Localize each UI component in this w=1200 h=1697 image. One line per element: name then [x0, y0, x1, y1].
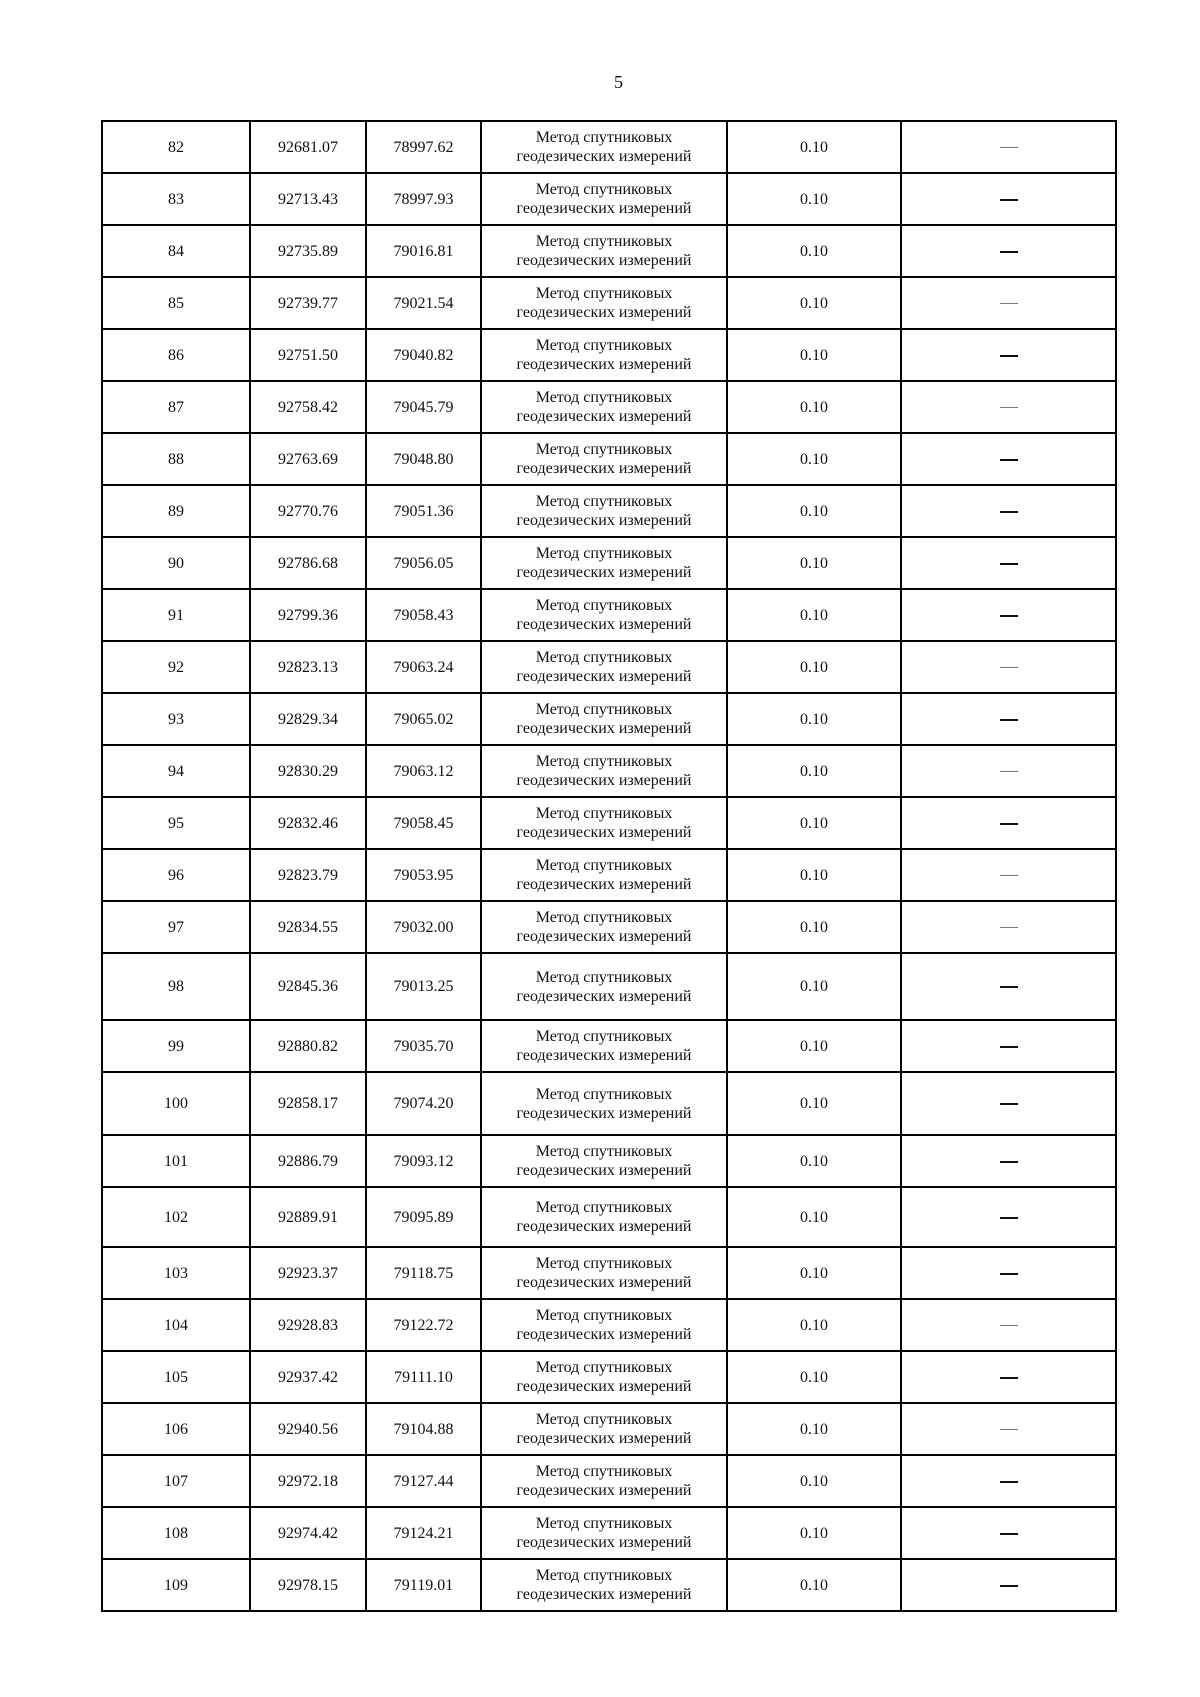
- accuracy-cell: 0.10: [727, 797, 901, 849]
- method-cell: [481, 1135, 727, 1187]
- point-number-cell: 105: [102, 1351, 250, 1403]
- point-number-cell: 101: [102, 1135, 250, 1187]
- table-row: [102, 1299, 1116, 1351]
- dash-mark: [1000, 667, 1018, 668]
- method-cell: [481, 225, 727, 277]
- method-line-2: геодезических измерений: [516, 1586, 692, 1603]
- x-coordinate-cell: 92886.79: [250, 1135, 366, 1187]
- x-coordinate-cell: 92880.82: [250, 1020, 366, 1072]
- description-cell: [901, 277, 1116, 329]
- table-row: [102, 1455, 1116, 1507]
- description-cell: [901, 173, 1116, 225]
- accuracy-cell: 0.10: [727, 745, 901, 797]
- method-line-2: геодезических измерений: [516, 1534, 692, 1551]
- y-coordinate-cell: 79040.82: [366, 329, 481, 381]
- x-coordinate-cell: 92681.07: [250, 121, 366, 173]
- dash-mark: [1000, 1585, 1018, 1587]
- description-cell: [901, 1299, 1116, 1351]
- method-line-2: геодезических измерений: [516, 876, 692, 893]
- y-coordinate-cell: 79122.72: [366, 1299, 481, 1351]
- x-coordinate-cell: 92928.83: [250, 1299, 366, 1351]
- point-number-cell: 87: [102, 381, 250, 433]
- description-cell: [901, 589, 1116, 641]
- description-cell: [901, 849, 1116, 901]
- accuracy-cell: 0.10: [727, 121, 901, 173]
- dash-mark: [1000, 1533, 1018, 1535]
- y-coordinate-cell: 79048.80: [366, 433, 481, 485]
- accuracy-cell: 0.10: [727, 433, 901, 485]
- method-line-2: геодезических измерений: [516, 252, 692, 269]
- method-line-2: геодезических измерений: [516, 1482, 692, 1499]
- x-coordinate-cell: 92763.69: [250, 433, 366, 485]
- method-line-1: Метод спутниковых: [535, 753, 673, 770]
- dash-mark: [1000, 511, 1018, 513]
- method-cell: [481, 121, 727, 173]
- x-coordinate-cell: 92940.56: [250, 1403, 366, 1455]
- method-line-2: геодезических измерений: [516, 1104, 692, 1122]
- y-coordinate-cell: 79104.88: [366, 1403, 481, 1455]
- method-line-1: Метод спутниковых: [535, 181, 673, 198]
- method-cell: [481, 277, 727, 329]
- method-line-1: Метод спутниковых: [535, 545, 673, 562]
- point-number-cell: 98: [102, 953, 250, 1020]
- description-cell: [901, 693, 1116, 745]
- point-number-cell: 104: [102, 1299, 250, 1351]
- point-number-cell: 91: [102, 589, 250, 641]
- accuracy-cell: 0.10: [727, 1135, 901, 1187]
- method-cell: [481, 485, 727, 537]
- dash-mark: [1000, 303, 1018, 304]
- method-line-1: Метод спутниковых: [535, 389, 673, 406]
- method-line-2: геодезических измерений: [516, 1218, 692, 1235]
- table-row: [102, 1187, 1116, 1247]
- method-cell: [481, 693, 727, 745]
- description-cell: [901, 121, 1116, 173]
- accuracy-cell: 0.10: [727, 225, 901, 277]
- y-coordinate-cell: 79119.01: [366, 1559, 481, 1611]
- point-number-cell: 108: [102, 1507, 250, 1559]
- method-line-1: Метод спутниковых: [535, 1199, 673, 1216]
- method-line-1: Метод спутниковых: [535, 649, 673, 666]
- method-cell: [481, 1403, 727, 1455]
- y-coordinate-cell: 79063.12: [366, 745, 481, 797]
- method-cell: [481, 745, 727, 797]
- dash-mark: [1000, 1046, 1018, 1048]
- method-cell: [481, 381, 727, 433]
- description-cell: [901, 745, 1116, 797]
- method-line-1: Метод спутниковых: [535, 857, 673, 874]
- description-cell: [901, 1403, 1116, 1455]
- method-line-1: Метод спутниковых: [535, 805, 673, 822]
- accuracy-cell: 0.10: [727, 381, 901, 433]
- accuracy-cell: 0.10: [727, 1247, 901, 1299]
- y-coordinate-cell: 79045.79: [366, 381, 481, 433]
- accuracy-cell: 0.10: [727, 485, 901, 537]
- accuracy-cell: 0.10: [727, 1187, 901, 1247]
- method-cell: [481, 1559, 727, 1611]
- method-line-1: Метод спутниковых: [535, 1359, 673, 1376]
- y-coordinate-cell: 79063.24: [366, 641, 481, 693]
- point-number-cell: 85: [102, 277, 250, 329]
- point-number-cell: 86: [102, 329, 250, 381]
- table-row: [102, 849, 1116, 901]
- dash-mark: [1000, 771, 1018, 772]
- table-row: [102, 485, 1116, 537]
- method-line-1: Метод спутниковых: [535, 441, 673, 458]
- y-coordinate-cell: 79053.95: [366, 849, 481, 901]
- dash-mark: [1000, 927, 1018, 928]
- table-row: [102, 1135, 1116, 1187]
- method-cell: [481, 797, 727, 849]
- description-cell: [901, 433, 1116, 485]
- method-cell: [481, 1187, 727, 1247]
- point-number-cell: 97: [102, 901, 250, 953]
- table-row: [102, 693, 1116, 745]
- dash-mark: [1000, 1273, 1018, 1275]
- x-coordinate-cell: 92735.89: [250, 225, 366, 277]
- x-coordinate-cell: 92889.91: [250, 1187, 366, 1247]
- x-coordinate-cell: 92799.36: [250, 589, 366, 641]
- method-line-1: Метод спутниковых: [535, 597, 673, 614]
- x-coordinate-cell: 92972.18: [250, 1455, 366, 1507]
- dash-mark: [1000, 1377, 1018, 1379]
- point-number-cell: 94: [102, 745, 250, 797]
- y-coordinate-cell: 79016.81: [366, 225, 481, 277]
- method-cell: [481, 1247, 727, 1299]
- accuracy-cell: 0.10: [727, 1403, 901, 1455]
- description-cell: [901, 1455, 1116, 1507]
- x-coordinate-cell: 92834.55: [250, 901, 366, 953]
- table-row: [102, 589, 1116, 641]
- point-number-cell: 90: [102, 537, 250, 589]
- description-cell: [901, 329, 1116, 381]
- method-line-1: Метод спутниковых: [535, 1143, 673, 1160]
- method-line-2: геодезических измерений: [516, 460, 692, 477]
- description-cell: [901, 537, 1116, 589]
- description-cell: [901, 225, 1116, 277]
- method-line-1: Метод спутниковых: [535, 968, 673, 986]
- table-row: [102, 173, 1116, 225]
- x-coordinate-cell: 92832.46: [250, 797, 366, 849]
- point-number-cell: 83: [102, 173, 250, 225]
- method-line-1: Метод спутниковых: [535, 1463, 673, 1480]
- x-coordinate-cell: 92758.42: [250, 381, 366, 433]
- description-cell: [901, 641, 1116, 693]
- point-number-cell: 96: [102, 849, 250, 901]
- point-number-cell: 84: [102, 225, 250, 277]
- method-cell: [481, 329, 727, 381]
- dash-mark: [1000, 1429, 1018, 1430]
- dash-mark: [1000, 147, 1018, 148]
- method-line-2: геодезических измерений: [516, 987, 692, 1005]
- method-line-1: Метод спутниковых: [535, 909, 673, 926]
- dash-mark: [1000, 823, 1018, 825]
- x-coordinate-cell: 92713.43: [250, 173, 366, 225]
- point-number-cell: 95: [102, 797, 250, 849]
- method-cell: [481, 1072, 727, 1135]
- y-coordinate-cell: 79074.20: [366, 1072, 481, 1135]
- y-coordinate-cell: 79058.45: [366, 797, 481, 849]
- method-line-2: геодезических измерений: [516, 668, 692, 685]
- y-coordinate-cell: 79021.54: [366, 277, 481, 329]
- method-line-2: геодезических измерений: [516, 512, 692, 529]
- x-coordinate-cell: 92845.36: [250, 953, 366, 1020]
- y-coordinate-cell: 79051.36: [366, 485, 481, 537]
- point-number-cell: 103: [102, 1247, 250, 1299]
- dash-mark: [1000, 199, 1018, 201]
- method-cell: [481, 1299, 727, 1351]
- point-number-cell: 107: [102, 1455, 250, 1507]
- method-cell: [481, 1020, 727, 1072]
- accuracy-cell: 0.10: [727, 849, 901, 901]
- x-coordinate-cell: 92858.17: [250, 1072, 366, 1135]
- coordinates-table: [101, 120, 1117, 1612]
- method-cell: [481, 589, 727, 641]
- dash-mark: [1000, 615, 1018, 617]
- dash-mark: [1000, 1161, 1018, 1163]
- table-row: [102, 1507, 1116, 1559]
- method-cell: [481, 901, 727, 953]
- method-line-2: геодезических измерений: [516, 928, 692, 945]
- method-line-1: Метод спутниковых: [535, 285, 673, 302]
- dash-mark: [1000, 875, 1018, 876]
- y-coordinate-cell: 79127.44: [366, 1455, 481, 1507]
- point-number-cell: 93: [102, 693, 250, 745]
- method-line-1: Метод спутниковых: [535, 1255, 673, 1272]
- dash-mark: [1000, 1325, 1018, 1326]
- y-coordinate-cell: 79032.00: [366, 901, 481, 953]
- description-cell: [901, 953, 1116, 1020]
- dash-mark: [1000, 986, 1018, 988]
- method-line-2: геодезических измерений: [516, 1378, 692, 1395]
- method-line-2: геодезических измерений: [516, 200, 692, 217]
- x-coordinate-cell: 92823.13: [250, 641, 366, 693]
- x-coordinate-cell: 92974.42: [250, 1507, 366, 1559]
- x-coordinate-cell: 92739.77: [250, 277, 366, 329]
- method-line-2: геодезических измерений: [516, 720, 692, 737]
- table-row: [102, 953, 1116, 1020]
- method-line-2: геодезических измерений: [516, 1430, 692, 1447]
- y-coordinate-cell: 79065.02: [366, 693, 481, 745]
- table-row: [102, 277, 1116, 329]
- dash-mark: [1000, 251, 1018, 253]
- method-line-2: геодезических измерений: [516, 824, 692, 841]
- method-line-2: геодезических измерений: [516, 772, 692, 789]
- accuracy-cell: 0.10: [727, 693, 901, 745]
- method-cell: [481, 433, 727, 485]
- method-line-1: Метод спутниковых: [535, 1085, 673, 1103]
- method-cell: [481, 1455, 727, 1507]
- x-coordinate-cell: 92978.15: [250, 1559, 366, 1611]
- table-row: [102, 381, 1116, 433]
- x-coordinate-cell: 92786.68: [250, 537, 366, 589]
- y-coordinate-cell: 79035.70: [366, 1020, 481, 1072]
- method-line-1: Метод спутниковых: [535, 233, 673, 250]
- accuracy-cell: 0.10: [727, 1299, 901, 1351]
- accuracy-cell: 0.10: [727, 1455, 901, 1507]
- description-cell: [901, 797, 1116, 849]
- method-line-2: геодезических измерений: [516, 1162, 692, 1179]
- table-row: [102, 329, 1116, 381]
- page-number: 5: [614, 72, 623, 92]
- y-coordinate-cell: 79013.25: [366, 953, 481, 1020]
- method-cell: [481, 537, 727, 589]
- coordinates-table-body: [102, 121, 1116, 1611]
- dash-mark: [1000, 459, 1018, 461]
- point-number-cell: 99: [102, 1020, 250, 1072]
- table-row: [102, 901, 1116, 953]
- table-row: [102, 745, 1116, 797]
- accuracy-cell: 0.10: [727, 173, 901, 225]
- table-row: [102, 797, 1116, 849]
- method-line-2: геодезических измерений: [516, 1047, 692, 1064]
- y-coordinate-cell: 79111.10: [366, 1351, 481, 1403]
- accuracy-cell: 0.10: [727, 329, 901, 381]
- x-coordinate-cell: 92829.34: [250, 693, 366, 745]
- description-cell: [901, 381, 1116, 433]
- description-cell: [901, 485, 1116, 537]
- method-cell: [481, 1351, 727, 1403]
- point-number-cell: 109: [102, 1559, 250, 1611]
- accuracy-cell: 0.10: [727, 1559, 901, 1611]
- dash-mark: [1000, 1103, 1018, 1105]
- method-line-1: Метод спутниковых: [535, 1567, 673, 1584]
- point-number-cell: 102: [102, 1187, 250, 1247]
- method-cell: [481, 1507, 727, 1559]
- accuracy-cell: 0.10: [727, 589, 901, 641]
- method-cell: [481, 173, 727, 225]
- dash-mark: [1000, 1217, 1018, 1219]
- method-line-2: геодезических измерений: [516, 304, 692, 321]
- description-cell: [901, 1351, 1116, 1403]
- accuracy-cell: 0.10: [727, 901, 901, 953]
- dash-mark: [1000, 355, 1018, 357]
- y-coordinate-cell: 78997.62: [366, 121, 481, 173]
- accuracy-cell: 0.10: [727, 1020, 901, 1072]
- table-row: [102, 641, 1116, 693]
- method-cell: [481, 953, 727, 1020]
- description-cell: [901, 1020, 1116, 1072]
- x-coordinate-cell: 92830.29: [250, 745, 366, 797]
- point-number-cell: 88: [102, 433, 250, 485]
- table-row: [102, 1559, 1116, 1611]
- y-coordinate-cell: 79093.12: [366, 1135, 481, 1187]
- description-cell: [901, 1072, 1116, 1135]
- method-line-1: Метод спутниковых: [535, 1411, 673, 1428]
- accuracy-cell: 0.10: [727, 1072, 901, 1135]
- method-line-1: Метод спутниковых: [535, 337, 673, 354]
- y-coordinate-cell: 79056.05: [366, 537, 481, 589]
- method-line-1: Метод спутниковых: [535, 1515, 673, 1532]
- table-row: [102, 1351, 1116, 1403]
- description-cell: [901, 901, 1116, 953]
- y-coordinate-cell: 79058.43: [366, 589, 481, 641]
- point-number-cell: 89: [102, 485, 250, 537]
- x-coordinate-cell: 92937.42: [250, 1351, 366, 1403]
- dash-mark: [1000, 719, 1018, 721]
- accuracy-cell: 0.10: [727, 1351, 901, 1403]
- y-coordinate-cell: 78997.93: [366, 173, 481, 225]
- description-cell: [901, 1507, 1116, 1559]
- method-line-2: геодезических измерений: [516, 564, 692, 581]
- y-coordinate-cell: 79124.21: [366, 1507, 481, 1559]
- accuracy-cell: 0.10: [727, 277, 901, 329]
- point-number-cell: 106: [102, 1403, 250, 1455]
- method-cell: [481, 849, 727, 901]
- accuracy-cell: 0.10: [727, 953, 901, 1020]
- dash-mark: [1000, 563, 1018, 565]
- x-coordinate-cell: 92751.50: [250, 329, 366, 381]
- accuracy-cell: 0.10: [727, 537, 901, 589]
- x-coordinate-cell: 92923.37: [250, 1247, 366, 1299]
- point-number-cell: 100: [102, 1072, 250, 1135]
- method-line-2: геодезических измерений: [516, 1274, 692, 1291]
- table-row: [102, 121, 1116, 173]
- method-line-2: геодезических измерений: [516, 148, 692, 165]
- x-coordinate-cell: 92823.79: [250, 849, 366, 901]
- description-cell: [901, 1247, 1116, 1299]
- table-row: [102, 225, 1116, 277]
- y-coordinate-cell: 79095.89: [366, 1187, 481, 1247]
- method-cell: [481, 641, 727, 693]
- method-line-2: геодезических измерений: [516, 1326, 692, 1343]
- method-line-2: геодезических измерений: [516, 408, 692, 425]
- method-line-1: Метод спутниковых: [535, 493, 673, 510]
- description-cell: [901, 1559, 1116, 1611]
- accuracy-cell: 0.10: [727, 1507, 901, 1559]
- table-row: [102, 1020, 1116, 1072]
- table-row: [102, 1247, 1116, 1299]
- table-row: [102, 537, 1116, 589]
- method-line-1: Метод спутниковых: [535, 701, 673, 718]
- x-coordinate-cell: 92770.76: [250, 485, 366, 537]
- dash-mark: [1000, 407, 1018, 408]
- method-line-1: Метод спутниковых: [535, 129, 673, 146]
- method-line-2: геодезических измерений: [516, 356, 692, 373]
- point-number-cell: 82: [102, 121, 250, 173]
- table-row: [102, 1403, 1116, 1455]
- y-coordinate-cell: 79118.75: [366, 1247, 481, 1299]
- description-cell: [901, 1187, 1116, 1247]
- method-line-1: Метод спутниковых: [535, 1307, 673, 1324]
- description-cell: [901, 1135, 1116, 1187]
- dash-mark: [1000, 1481, 1018, 1483]
- table-row: [102, 1072, 1116, 1135]
- accuracy-cell: 0.10: [727, 641, 901, 693]
- method-line-2: геодезических измерений: [516, 616, 692, 633]
- table-row: [102, 433, 1116, 485]
- point-number-cell: 92: [102, 641, 250, 693]
- method-line-1: Метод спутниковых: [535, 1028, 673, 1045]
